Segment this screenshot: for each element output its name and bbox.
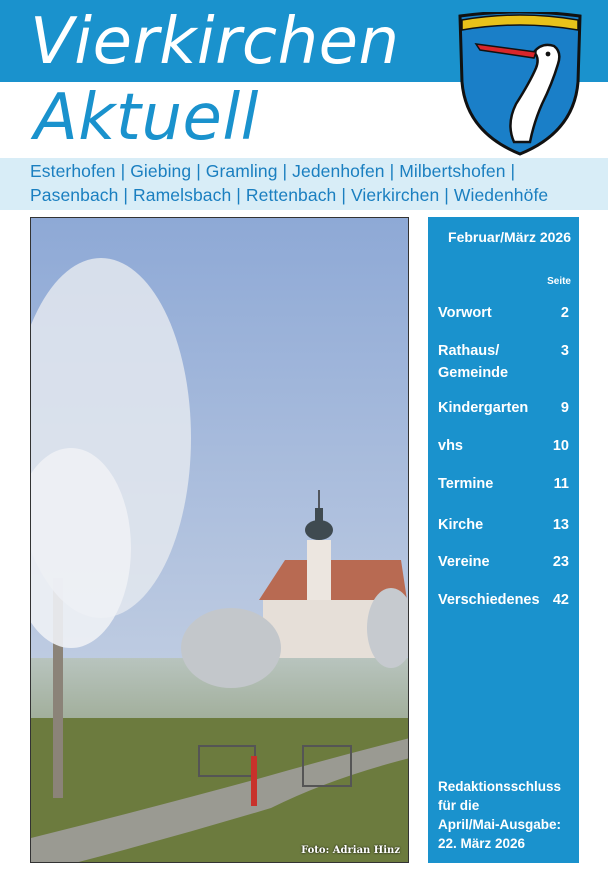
masthead-title-line2: Aktuell (34, 81, 259, 155)
photo-credit: Foto: Adrian Hinz (301, 845, 400, 856)
winter-church-landscape (31, 218, 409, 863)
village-list-row-1: Esterhofen | Giebing | Gramling | Jedenhofen | Milbertshofen | (30, 161, 516, 181)
cover-photo (30, 217, 409, 863)
editorial-deadline: Redaktionsschluss für die April/Mai-Ausgabe: 22. März 2026 (438, 779, 562, 851)
table-of-contents: Februar/März 2026 Seite Vorwort 2 Rathaus/ Gemeinde 3 Kindergarten 9 vhs 10 Termine 11 Kirche 13 Vereine 23 Verschiedenes 42 Redaktionsschluss für die April/Mai-Ausgabe: 22. März 2026 (428, 217, 579, 863)
masthead-title-line1: Vierkirchen (30, 5, 400, 79)
page-column-header: Seite (547, 276, 571, 287)
village-list-band (0, 158, 608, 210)
coat-of-arms-stork-icon (456, 12, 584, 158)
village-list-row-2: Pasenbach | Ramelsbach | Rettenbach | Vierkirchen | Wiedenhöfe (30, 185, 549, 205)
issue-date: Februar/März 2026 (448, 229, 571, 245)
